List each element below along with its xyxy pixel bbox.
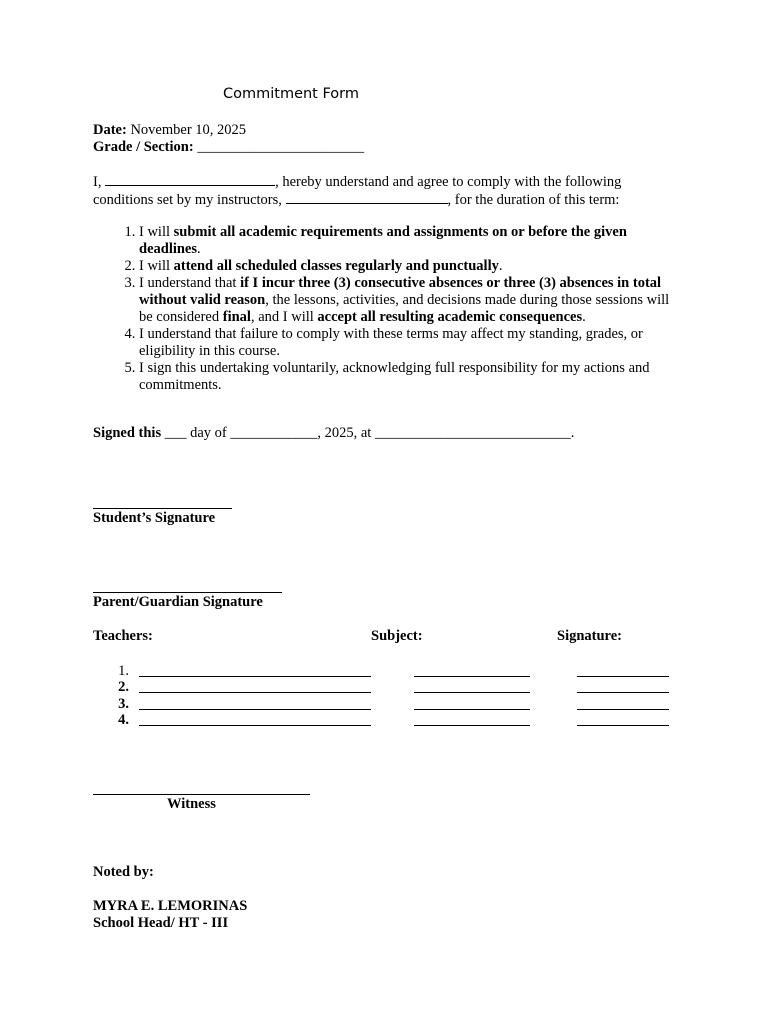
term-item-3: [139, 275, 671, 326]
noted-by: [93, 864, 154, 881]
grade-section-line: [93, 139, 364, 156]
term-2-bold: attend all scheduled classes regularly and punctually: [173, 258, 499, 274]
term-1-text: I will: [139, 224, 174, 240]
teacher-row-1: [93, 663, 673, 680]
intro-paragraph: [93, 173, 673, 209]
student-signature-label: [93, 510, 215, 527]
teacher-name-line[interactable]: [139, 709, 371, 710]
grade-section-label: Grade / Section:: [93, 139, 194, 155]
noted-by-text: Noted by:: [93, 864, 154, 880]
school-head-title: [93, 915, 228, 932]
witness-label: [167, 796, 216, 813]
signed-label: Signed this: [93, 425, 162, 441]
teacher-signature-line[interactable]: [577, 709, 669, 710]
date-value: November 10, 2025: [130, 122, 247, 138]
teacher-signature-line[interactable]: [577, 692, 669, 693]
parent-signature-line[interactable]: [93, 592, 282, 593]
signed-line: [93, 425, 574, 442]
terms-list: [93, 224, 671, 394]
grade-section-blank[interactable]: _______________________: [197, 139, 365, 155]
teacher-row-2: [93, 679, 673, 696]
witness-text: Witness: [167, 796, 216, 812]
term-1-end: .: [197, 241, 201, 257]
intro-part-2: , hereby understand and agree to comply with the following: [275, 174, 622, 190]
subject-line[interactable]: [414, 676, 530, 677]
term-3-text: I understand that: [139, 275, 241, 291]
instructors-blank[interactable]: [286, 191, 448, 204]
teachers-header: Teachers:: [93, 628, 153, 644]
parent-signature-text: Parent/Guardian Signature: [93, 594, 263, 610]
term-item-5: 5. I sign this undertaking voluntarily, acknowledging full responsibility for my actions and commitments.: [139, 360, 671, 394]
subject-line[interactable]: [414, 709, 530, 710]
term-item-1: [139, 224, 671, 258]
terms-list-wrap: [93, 224, 671, 394]
parent-signature-label: [93, 594, 263, 611]
date-line: [93, 122, 246, 139]
row-number: 4.: [118, 712, 129, 728]
student-signature-line[interactable]: [93, 508, 232, 509]
teacher-name-line[interactable]: [139, 725, 371, 726]
term-3-final: final: [222, 309, 251, 325]
subject-line[interactable]: [414, 692, 530, 693]
row-number: 2.: [118, 679, 129, 695]
term-3-bold: if I incur three (3) consecutive absences or three (3) absences in total without valid reason: [139, 275, 662, 308]
student-name-blank[interactable]: [105, 173, 275, 186]
row-number: 1.: [118, 663, 129, 679]
signature-header: Signature:: [557, 628, 622, 644]
teacher-row-3: [93, 696, 673, 713]
teacher-signature-line[interactable]: [577, 676, 669, 677]
term-3-end: .: [582, 309, 586, 325]
teacher-name-line[interactable]: [139, 692, 371, 693]
school-head-name: [93, 898, 247, 915]
teacher-signature-line[interactable]: [577, 725, 669, 726]
school-head-title-text: School Head/ HT - III: [93, 915, 229, 931]
term-item-4: 4. I understand that failure to comply with these terms may affect my standing, grades, or eligibility in this course.: [139, 326, 671, 360]
intro-part-1: I,: [93, 174, 106, 190]
term-3-bold-2: accept all resulting academic consequences: [317, 309, 583, 325]
teacher-row-4: [93, 712, 673, 729]
student-signature-text: Student’s Signature: [93, 510, 216, 526]
term-2-text: I will: [139, 258, 174, 274]
form-title: Commitment Form: [222, 86, 359, 102]
term-item-2: [139, 258, 671, 275]
school-head-name-text: MYRA E. LEMORINAS: [93, 898, 248, 914]
intro-part-4: , for the duration of this term:: [447, 192, 620, 208]
witness-signature-line[interactable]: [93, 794, 310, 795]
teacher-name-line[interactable]: [139, 676, 371, 677]
term-1-bold: submit all academic requirements and assignments on or before the given deadlines: [139, 224, 627, 257]
subject-header: Subject:: [371, 628, 423, 644]
subject-line[interactable]: [414, 725, 530, 726]
teachers-table-header: [93, 628, 673, 646]
term-2-end: .: [498, 258, 503, 274]
intro-part-3: conditions set by my instructors,: [93, 192, 286, 208]
date-label: Date:: [93, 122, 127, 138]
row-number: 3.: [118, 696, 129, 712]
term-3-text-2: , the lessons, activities, and decisions made during those sessions will be considered: [139, 292, 670, 325]
signed-rest: ___ day of ____________, 2025, at ___________________________.: [161, 425, 575, 441]
term-3-text-3: , and I will: [250, 309, 318, 325]
